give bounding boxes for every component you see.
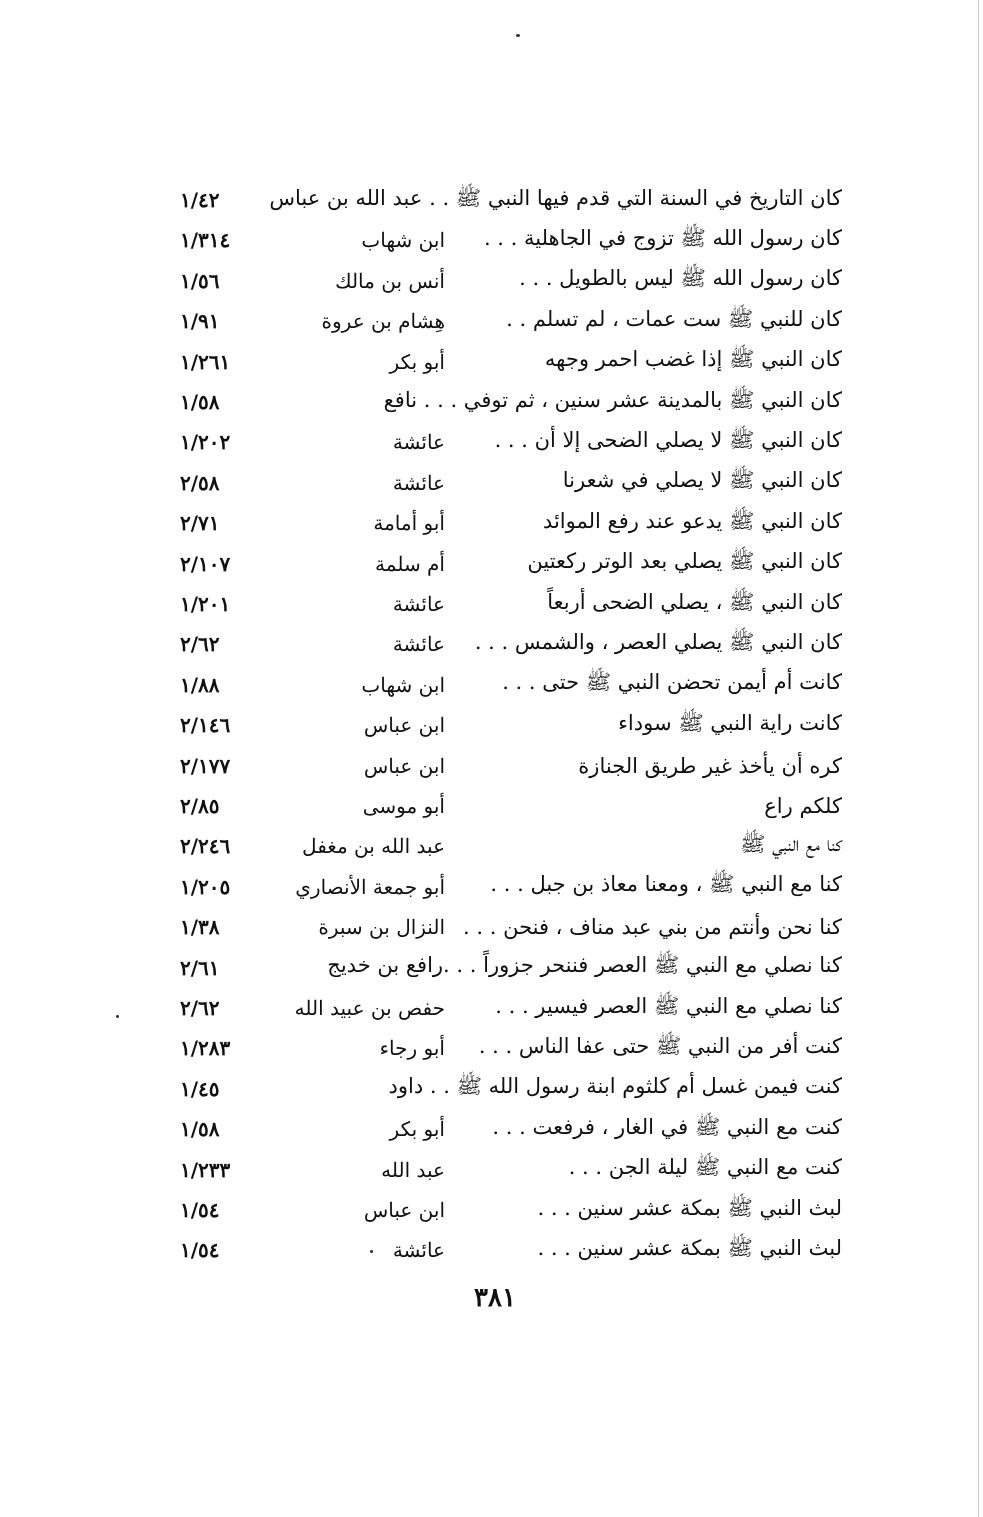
hadith-text: كانت أم أيمن تحضن النبي ﷺ حتى . . . — [502, 670, 842, 695]
hadith-text: كنا نصلي مع النبي ﷺ العصر فننحر جزوراً . . .رافع بن خديج — [327, 953, 842, 978]
index-entry — [150, 220, 850, 260]
hadith-text: كانت راية النبي ﷺ سوداء — [618, 710, 842, 735]
volume-page-ref: ١/٥٨ — [180, 390, 220, 414]
index-entry — [150, 948, 850, 988]
hadith-text: لبث النبي ﷺ بمكة عشر سنين . . . — [537, 1235, 842, 1260]
hadith-text: لبث النبي ﷺ بمكة عشر سنين . . . — [537, 1195, 842, 1220]
volume-page-ref: ١/٢٠٢ — [180, 430, 231, 455]
narrator-name: عائشة — [392, 430, 445, 455]
index-entry — [150, 544, 850, 584]
narrator-name: أبو بكر — [389, 1117, 445, 1142]
index-entry — [150, 1069, 850, 1109]
volume-page-ref: ١/٥٨ — [180, 1117, 220, 1142]
volume-page-ref: ١/٢٠١ — [180, 592, 231, 616]
index-entry — [150, 342, 850, 382]
volume-page-ref: ٢/٦٢ — [180, 996, 220, 1020]
hadith-text: كنا نصلي مع النبي ﷺ العصر فيسير . . . — [495, 993, 842, 1018]
hadith-text: كنت فيمن غسل أم كلثوم ابنة رسول الله ﷺ . . داود — [388, 1074, 842, 1099]
narrator-name: أبو موسى — [362, 794, 445, 818]
volume-page-ref: ٢/١٤٦ — [180, 713, 231, 738]
volume-page-ref: ٢/٦٢ — [180, 632, 220, 657]
hadith-text: كان النبي ﷺ يصلي العصر ، والشمس . . . — [474, 629, 842, 654]
index-entry — [150, 786, 850, 826]
narrator-name: ابن شهاب — [361, 672, 445, 697]
scan-edge-line — [978, 0, 979, 1517]
narrator-name: أبو بكر — [389, 349, 445, 374]
index-entry — [150, 301, 850, 341]
hadith-text: كان النبي ﷺ يدعو عند رفع الموائد — [542, 508, 842, 533]
hadith-text: كان للنبي ﷺ ست عمات ، لم تسلم . . — [506, 306, 842, 331]
hadith-text: كنت مع النبي ﷺ ليلة الجن . . . — [568, 1155, 842, 1180]
hadith-text: كنا نحن وأنتم من بني عبد مناف ، فنحن . . . — [463, 915, 842, 940]
index-entry — [150, 1109, 850, 1149]
volume-page-ref: ١/٩١ — [180, 309, 220, 334]
volume-page-ref: ١/٢٠٥ — [180, 874, 231, 899]
hadith-text: كان النبي ﷺ لا يصلي في شعرنا — [562, 468, 842, 493]
hadith-text: كنا مع النبي ﷺ — [740, 831, 842, 856]
volume-page-ref: ٢/٦١ — [180, 955, 220, 980]
index-entry — [150, 907, 850, 947]
hadith-text: كان النبي ﷺ ، يصلي الضحى أربعاً — [547, 589, 842, 614]
narrator-name: أبو جمعة الأنصاري — [295, 874, 445, 899]
index-entry — [150, 867, 850, 907]
index-entry — [150, 826, 850, 866]
narrator-name: أبو رجاء — [379, 1036, 445, 1061]
index-entry — [150, 503, 850, 543]
hadith-text: كان رسول الله ﷺ تزوج في الجاهلية . . . — [483, 225, 842, 250]
index-entry — [150, 1028, 850, 1068]
volume-page-ref: ١/٣١٤ — [180, 228, 231, 253]
volume-page-ref: ٢/٥٨ — [180, 470, 220, 495]
volume-page-ref: ١/٥٤ — [180, 1198, 220, 1222]
scan-speck-left — [116, 1015, 119, 1018]
index-entry — [150, 988, 850, 1028]
narrator-name: عائشة — [392, 592, 445, 616]
narrator-name: عائشة — [392, 470, 445, 495]
page-number: ٣٨١ — [474, 1283, 516, 1313]
index-entry — [150, 705, 850, 745]
narrator-name: هِشام بن عروة — [321, 309, 445, 334]
hadith-text: كان رسول الله ﷺ ليس بالطويل . . . — [519, 266, 842, 291]
volume-page-ref: ١/٤٥ — [180, 1076, 220, 1101]
index-entry — [150, 665, 850, 705]
narrator-name: أبو أمامة — [373, 511, 445, 536]
hadith-text: كره أن يأخذ غير طريق الجنازة — [578, 753, 842, 778]
volume-page-ref: ١/٤٢ — [180, 188, 220, 212]
hadith-text: كلكم راع — [764, 794, 842, 818]
index-entry — [150, 1190, 850, 1230]
volume-page-ref: ١/٢٨٣ — [180, 1036, 231, 1061]
volume-page-ref: ١/٨٨ — [180, 672, 220, 697]
narrator-name: أنس بن مالك — [335, 268, 445, 293]
index-entry — [150, 746, 850, 786]
narrator-name: النزال بن سبرة — [318, 915, 445, 940]
hadith-text: كنا مع النبي ﷺ ، ومعنا معاذ بن جبل . . . — [490, 872, 842, 897]
hadith-text: كان النبي ﷺ إذا غضب احمر وجهه — [544, 347, 842, 372]
volume-page-ref: ١/٣٨ — [180, 915, 220, 940]
narrator-name: عبد الله بن مغفل — [302, 834, 445, 859]
hadith-text: كان النبي ﷺ لا يصلي الضحى إلا أن . . . — [494, 427, 842, 452]
narrator-name: حفص بن عبيد الله — [294, 996, 445, 1020]
narrator-name: أم سلمة — [375, 551, 445, 576]
narrator-name: عائشة — [392, 1238, 445, 1263]
index-entry — [150, 422, 850, 462]
narrator-name: عبد الله — [381, 1157, 445, 1182]
narrator-name: ابن عباس — [363, 1198, 445, 1222]
volume-page-ref: ٢/٨٥ — [180, 794, 220, 818]
hadith-text: كان النبي ﷺ بالمدينة عشر سنين ، ثم توفي . . . نافع — [383, 387, 842, 412]
volume-page-ref: ١/٢٦١ — [180, 349, 231, 374]
narrator-name: عائشة — [392, 632, 445, 657]
volume-page-ref: ٢/١٧٧ — [180, 753, 231, 778]
index-entry — [150, 1150, 850, 1190]
narrator-name: ابن شهاب — [361, 228, 445, 253]
narrator-name: ابن عباس — [363, 713, 445, 738]
hadith-text: كان النبي ﷺ يصلي بعد الوتر ركعتين — [527, 549, 842, 574]
volume-page-ref: ١/٥٦ — [180, 268, 220, 293]
index-entry — [150, 382, 850, 422]
index-entry — [150, 463, 850, 503]
narrator-name: ابن عباس — [363, 753, 445, 778]
index-entry — [150, 1230, 850, 1270]
index-entry — [150, 624, 850, 664]
index-entry — [150, 584, 850, 624]
volume-page-ref: ٢/٧١ — [180, 511, 220, 536]
index-entry — [150, 261, 850, 301]
volume-page-ref: ٢/٢٤٦ — [180, 834, 231, 859]
index-entry — [150, 180, 850, 220]
volume-page-ref: ١/٥٤ — [180, 1238, 220, 1263]
volume-page-ref: ١/٢٣٣ — [180, 1157, 231, 1182]
hadith-text: كان التاريخ في السنة التي قدم فيها النبي ﷺ . . عبد الله بن عباس — [269, 185, 842, 210]
scan-speck-top — [516, 34, 520, 37]
hadith-text: كنت أفر من النبي ﷺ حتى عفا الناس . . . — [478, 1033, 842, 1058]
hadith-text: كنت مع النبي ﷺ في الغار ، فرفعت . . . — [492, 1114, 842, 1139]
volume-page-ref: ٢/١٠٧ — [180, 551, 231, 576]
